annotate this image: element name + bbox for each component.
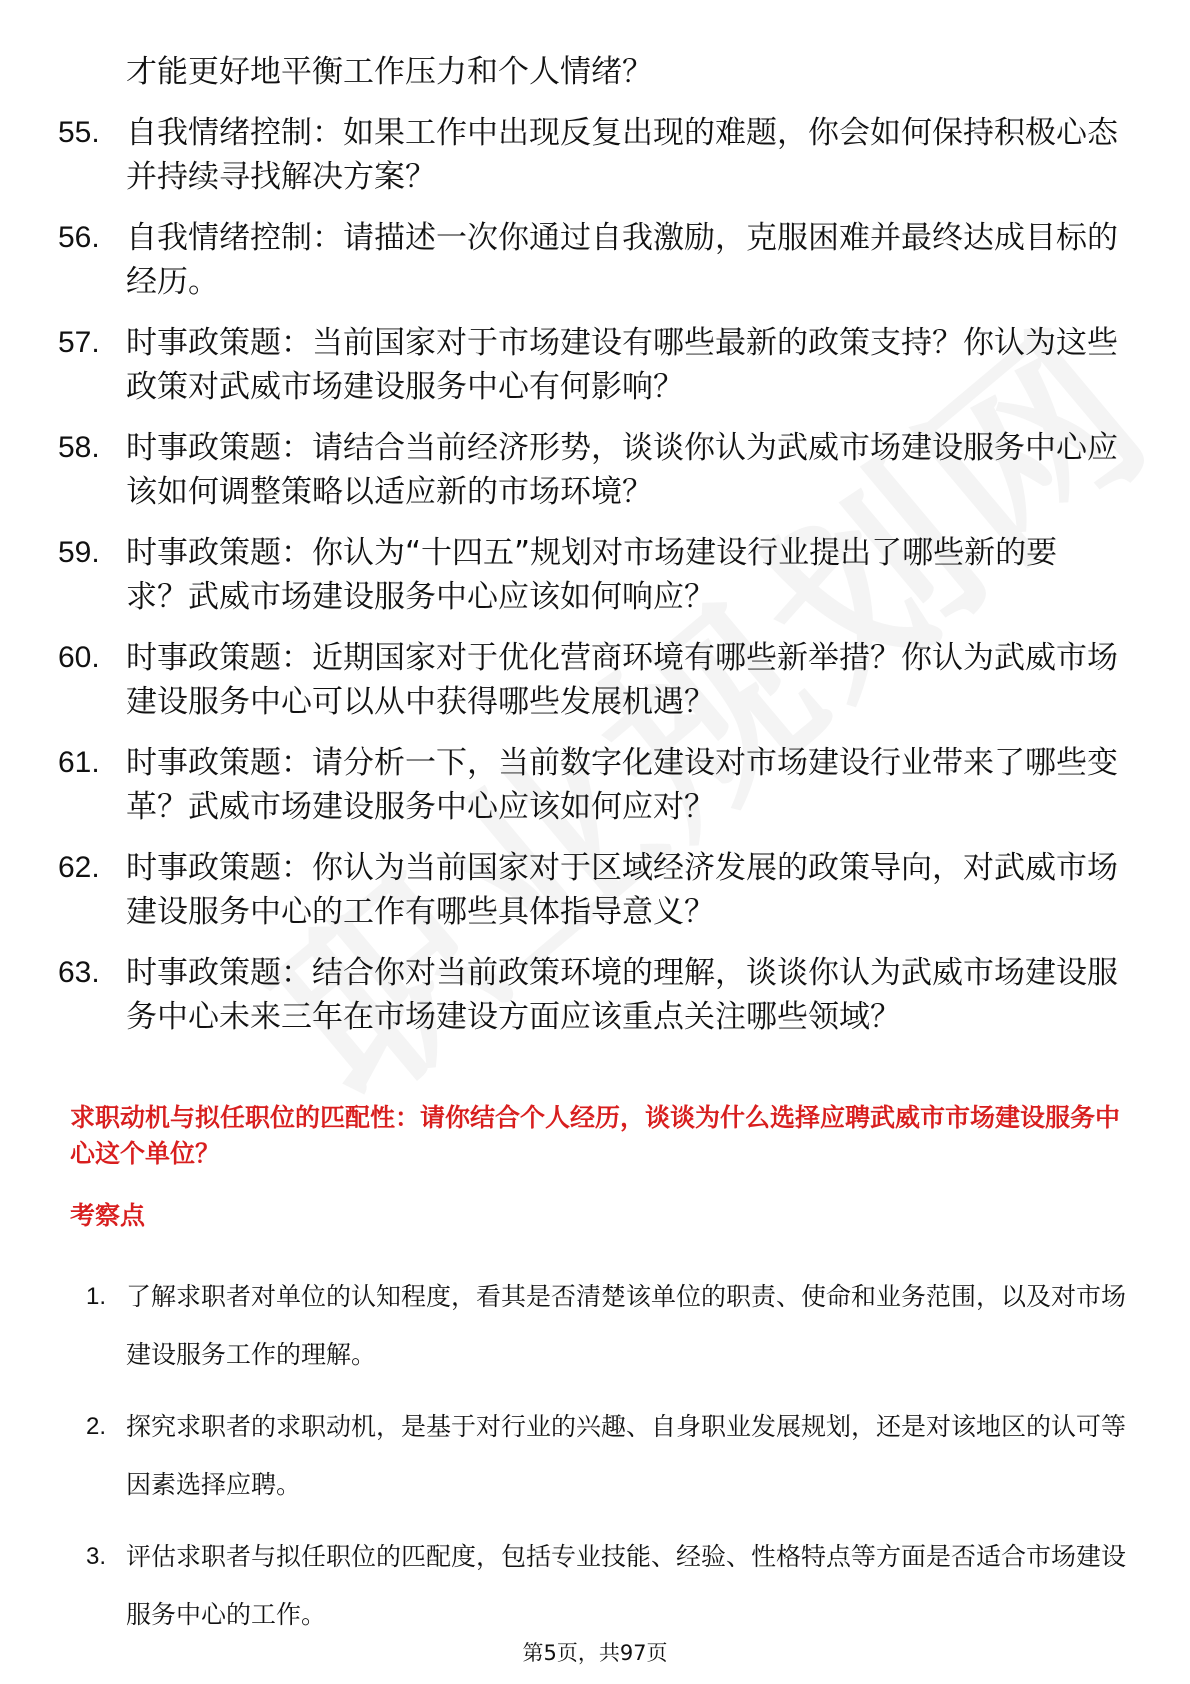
point-number: 3. bbox=[86, 1543, 107, 1570]
question-item bbox=[58, 951, 1118, 1039]
question-item bbox=[58, 636, 1118, 724]
question-text: 时事政策题：近期国家对于优化营商环境有哪些新举措？你认为武威市场建设服务中心可以从中获得哪些发展机遇？ bbox=[126, 640, 1118, 720]
question-item bbox=[58, 531, 1118, 619]
question-number: 59. bbox=[58, 536, 100, 569]
question-item bbox=[58, 321, 1118, 409]
question-text: 时事政策题：当前国家对于市场建设有哪些最新的政策支持？你认为这些政策对武威市场建设服务中心有何影响？ bbox=[126, 325, 1118, 405]
question-item bbox=[58, 846, 1118, 934]
question-text: 时事政策题：结合你对当前政策环境的理解，谈谈你认为武威市场建设服务中心未来三年在市场建设方面应该重点关注哪些领域？ bbox=[126, 955, 1118, 1035]
section-heading: 求职动机与拟任职位的匹配性：请你结合个人经历，谈谈为什么选择应聘武威市市场建设服务中心这个单位？ bbox=[70, 1103, 1121, 1168]
question-text: 时事政策题：请分析一下，当前数字化建设对市场建设行业带来了哪些变革？武威市场建设服务中心应该如何应对？ bbox=[126, 745, 1118, 825]
question-continuation: 才能更好地平衡工作压力和个人情绪？ bbox=[126, 54, 653, 90]
page-footer: 第5页，共97页 bbox=[522, 1641, 668, 1665]
question-number: 58. bbox=[58, 431, 100, 464]
question-number: 62. bbox=[58, 851, 100, 884]
question-item bbox=[58, 426, 1118, 514]
question-text: 时事政策题：你认为“十四五”规划对市场建设行业提出了哪些新的要求？武威市场建设服务中心应该如何响应？ bbox=[126, 535, 1058, 615]
assessment-point bbox=[86, 1268, 1126, 1384]
question-number: 63. bbox=[58, 956, 100, 989]
question-number: 61. bbox=[58, 746, 100, 779]
question-item bbox=[58, 111, 1118, 199]
question-item bbox=[58, 741, 1118, 829]
question-text: 自我情绪控制：请描述一次你通过自我激励，克服困难并最终达成目标的经历。 bbox=[126, 220, 1118, 300]
question-text: 自我情绪控制：如果工作中出现反复出现的难题，你会如何保持积极心态并持续寻找解决方案？ bbox=[126, 115, 1118, 195]
point-text: 探究求职者的求职动机，是基于对行业的兴趣、自身职业发展规划，还是对该地区的认可等因素选择应聘。 bbox=[126, 1412, 1127, 1499]
question-number: 60. bbox=[58, 641, 100, 674]
assessment-points-list bbox=[86, 1268, 1126, 1658]
point-text: 了解求职者对单位的认知程度，看其是否清楚该单位的职责、使命和业务范围，以及对市场建设服务工作的理解。 bbox=[126, 1282, 1127, 1369]
question-list bbox=[58, 50, 1118, 1039]
question-number: 56. bbox=[58, 221, 100, 254]
question-text: 时事政策题：请结合当前经济形势，谈谈你认为武威市场建设服务中心应该如何调整策略以适应新的市场环境？ bbox=[126, 430, 1118, 510]
question-number: 57. bbox=[58, 326, 100, 359]
assessment-point bbox=[86, 1398, 1126, 1514]
point-number: 2. bbox=[86, 1413, 107, 1440]
question-item bbox=[58, 216, 1118, 304]
question-number: 55. bbox=[58, 116, 100, 149]
point-number: 1. bbox=[86, 1283, 107, 1310]
assessment-point bbox=[86, 1528, 1126, 1644]
question-text: 时事政策题：你认为当前国家对于区域经济发展的政策导向，对武威市场建设服务中心的工作有哪些具体指导意义？ bbox=[126, 850, 1118, 930]
section-subheading: 考察点 bbox=[70, 1201, 146, 1230]
point-text: 评估求职者与拟任职位的匹配度，包括专业技能、经验、性格特点等方面是否适合市场建设服务中心的工作。 bbox=[126, 1542, 1127, 1629]
